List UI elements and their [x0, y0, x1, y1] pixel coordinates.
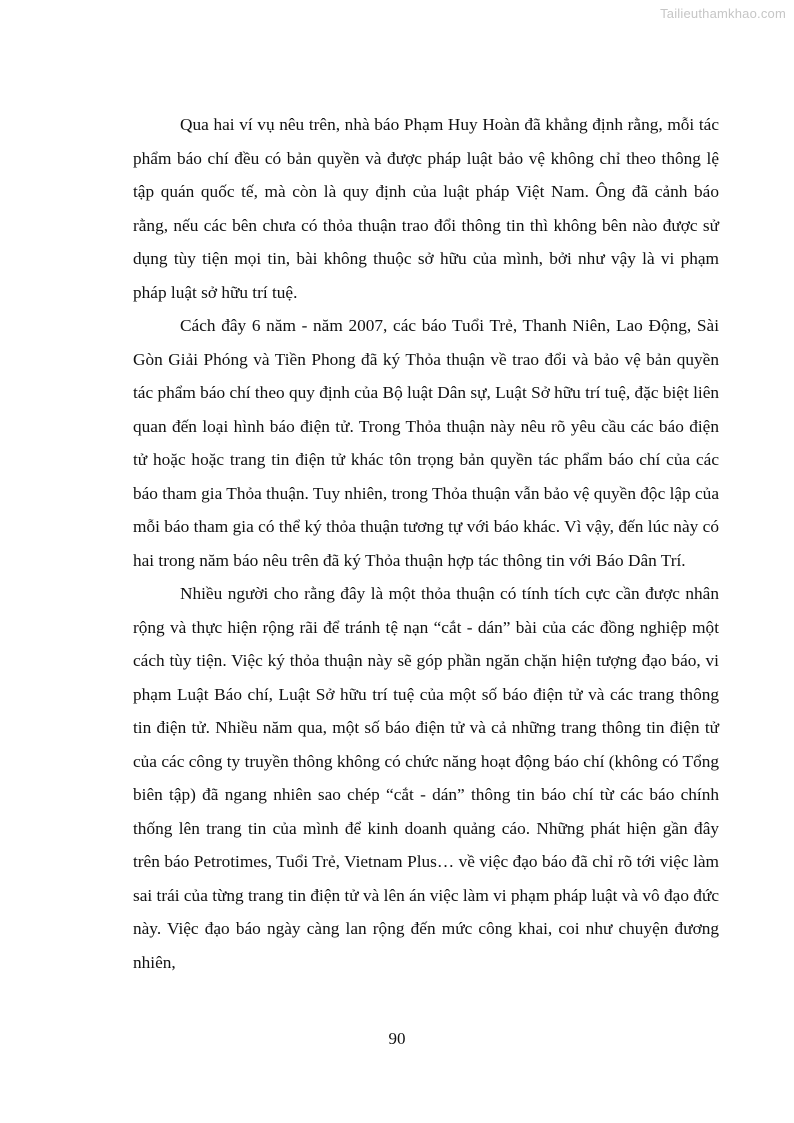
document-body — [133, 108, 719, 979]
watermark: Tailieuthamkhao.com — [660, 6, 786, 21]
page-number: 90 — [388, 1029, 406, 1048]
paragraph-2: Cách đây 6 năm - năm 2007, các báo Tuổi Trẻ, Thanh Niên, Lao Động, Sài Gòn Giải Phóng và Tiền Phong đã ký Thỏa thuận về trao đổi và bảo vệ bản quyền tác phẩm báo chí theo quy định của Bộ luật Dân sự, Luật Sở hữu trí tuệ, đặc biệt liên quan đến loại hình báo điện tử. Trong Thỏa thuận này nêu rõ yêu cầu các báo điện tử hoặc hoặc trang tin điện tử khác tôn trọng bản quyền tác phẩm báo chí của các báo tham gia Thỏa thuận. Tuy nhiên, trong Thỏa thuận vẫn bảo vệ quyền độc lập của mỗi báo tham gia có thể ký thỏa thuận tương tự với báo khác. Vì vậy, đến lúc này có hai trong năm báo nêu trên đã ký Thỏa thuận hợp tác thông tin với Báo Dân Trí. — [133, 316, 720, 570]
paragraph-1: Qua hai ví vụ nêu trên, nhà báo Phạm Huy Hoàn đã khẳng định rằng, mỗi tác phẩm báo chí đều có bản quyền và được pháp luật bảo vệ không chỉ theo thông lệ tập quán quốc tế, mà còn là quy định của luật pháp Việt Nam. Ông đã cảnh báo rằng, nếu các bên chưa có thỏa thuận trao đổi thông tin thì không bên nào được sử dụng tùy tiện mọi tin, bài không thuộc sở hữu của mình, bởi như vậy là vi phạm pháp luật sở hữu trí tuệ. — [133, 115, 719, 302]
paragraph-3: Nhiều người cho rằng đây là một thỏa thuận có tính tích cực cần được nhân rộng và thực hiện rộng rãi để tránh tệ nạn “cắt - dán” bài của các đồng nghiệp một cách tùy tiện. Việc ký thỏa thuận này sẽ góp phần ngăn chặn hiện tượng đạo báo, vi phạm Luật Báo chí, Luật Sở hữu trí tuệ của một số báo điện tử và các trang thông tin điện tử. Nhiều năm qua, một số báo điện tử và cả những trang thông tin điện tử của các công ty truyền thông không có chức năng hoạt động báo chí (không có Tổng biên tập) đã ngang nhiên sao chép “cắt - dán” thông tin báo chí từ các báo chính thống lên trang tin của mình để kinh doanh quảng cáo. Những phát hiện gần đây trên báo Petrotimes, Tuổi Trẻ, Vietnam Plus… về việc đạo báo đã chỉ rõ tới việc làm sai trái của từng trang tin điện tử và lên án việc làm vi phạm pháp luật và vô đạo đức này. Việc đạo báo ngày càng lan rộng đến mức công khai, coi như chuyện đương nhiên, — [133, 584, 719, 972]
